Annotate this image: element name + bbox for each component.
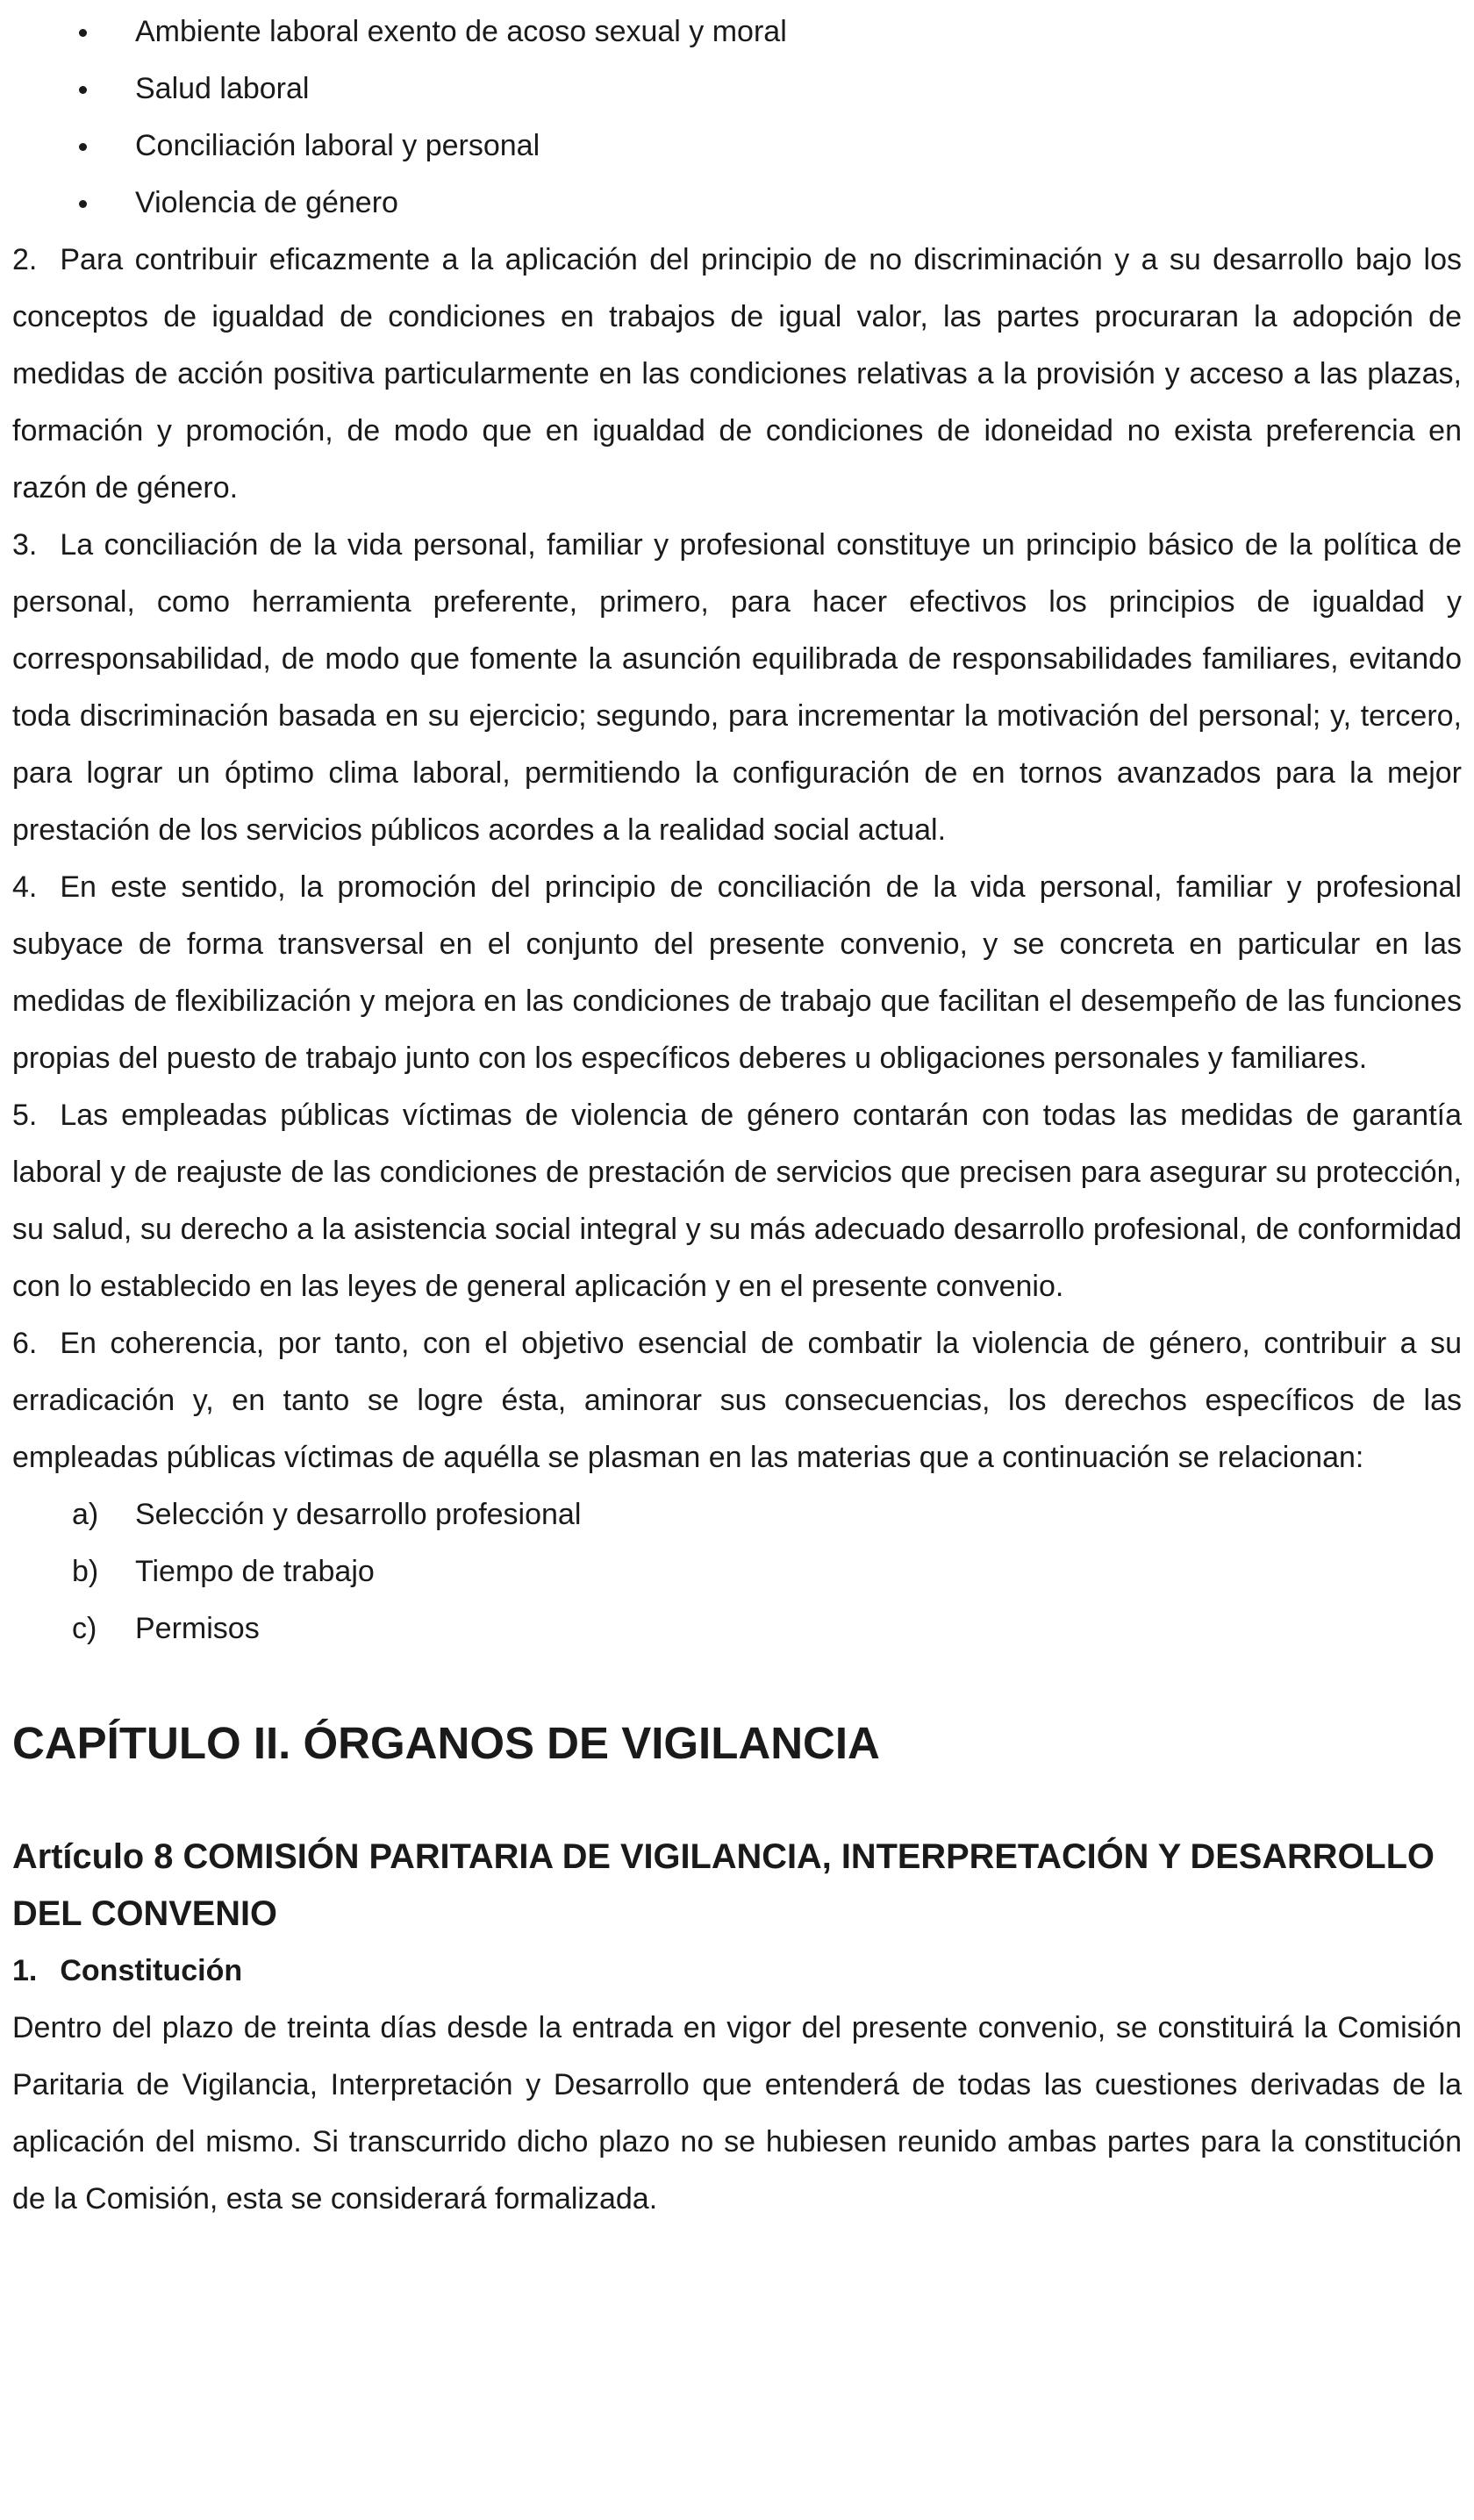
- article-heading: Artículo 8 COMISIÓN PARITARIA DE VIGILANCIA, INTERPRETACIÓN Y DESARROLLO DEL CONVENIO: [12, 1837, 1435, 1933]
- paragraph-2: 2. Para contribuir eficazmente a la aplicación del principio de no discriminación y a su desarrollo bajo los conceptos de igualdad de condiciones en trabajos de igual valor, las partes procuraran la adopción de medidas de acción positiva particularmente en las condiciones relativas a la provisión y acceso a las plazas, formación y promoción, de modo que en igualdad de condiciones de idoneidad no exista preferencia en razón de género.: [12, 243, 1462, 505]
- lettered-list: [12, 1486, 1462, 1657]
- bullet-item: Ambiente laboral exento de acoso sexual y moral: [12, 4, 1462, 61]
- final-paragraph: Dentro del plazo de treinta días desde la entrada en vigor del presente convenio, se constituirá la Comisión Paritaria de Vigilancia, Interpretación y Desarrollo que entenderá de todas las cuestiones derivadas de la aplicación del mismo. Si transcurrido dicho plazo no se hubiesen reunido ambas partes para la constitución de la Comisión, esta se considerará formalizada.: [12, 2011, 1462, 2216]
- chapter-heading: CAPÍTULO II. ÓRGANOS DE VIGILANCIA: [12, 1718, 880, 1768]
- bullet-dot-icon: [79, 86, 87, 94]
- paragraph-3: 3. La conciliación de la vida personal, familiar y profesional constituye un principio básico de la política de personal, como herramienta preferente, primero, para hacer efectivos los principios de igualdad y corresponsabilidad, de modo que fomente la asunción equilibrada de responsabilidades familiares, evitando toda discriminación basada en su ejercicio; segundo, para incrementar la motivación del personal; y, tercero, para lograr un óptimo clima laboral, permitiendo la configuración de en tornos avanzados para la mejor prestación de los servicios públicos acordes a la realidad social actual.: [12, 528, 1462, 847]
- lettered-item: a) Selección y desarrollo profesional: [72, 1498, 582, 1531]
- paragraph-5: 5. Las empleadas públicas víctimas de violencia de género contarán con todas las medidas de garantía laboral y de reajuste de las condiciones de prestación de servicios que precisen para asegurar su protección, su salud, su derecho a la asistencia social integral y su más adecuado desarrollo profesional, de conformidad con lo establecido en las leyes de general aplicación y en el presente convenio.: [12, 1099, 1462, 1303]
- paragraph-6: 6. En coherencia, por tanto, con el objetivo esencial de combatir la violencia de género, contribuir a su erradicación y, en tanto se logre ésta, aminorar sus consecuencias, los derechos específicos de las empleadas públicas víctimas de aquélla se plasman en las materias que a continuación se relacionan:: [12, 1327, 1462, 1474]
- lettered-item: c) Permisos: [72, 1612, 260, 1645]
- paragraph-4: 4. En este sentido, la promoción del principio de conciliación de la vida personal, familiar y profesional subyace de forma transversal en el conjunto del presente convenio, y se concreta en particular en las medidas de flexibilización y mejora en las condiciones de trabajo que facilitan el desempeño de las funciones propias del puesto de trabajo junto con los específicos deberes u obligaciones personales y familiares.: [12, 870, 1462, 1075]
- bullet-item: Conciliación laboral y personal: [12, 118, 1462, 175]
- bullet-dot-icon: [79, 200, 87, 208]
- subsection-heading: 1. Constitución: [12, 1954, 243, 1987]
- bullet-list: [12, 4, 1462, 232]
- bullet-item: Violencia de género: [12, 175, 1462, 232]
- lettered-item: b) Tiempo de trabajo: [72, 1555, 375, 1588]
- bullet-dot-icon: [79, 143, 87, 151]
- bullet-dot-icon: [79, 29, 87, 37]
- bullet-item: Salud laboral: [12, 61, 1462, 118]
